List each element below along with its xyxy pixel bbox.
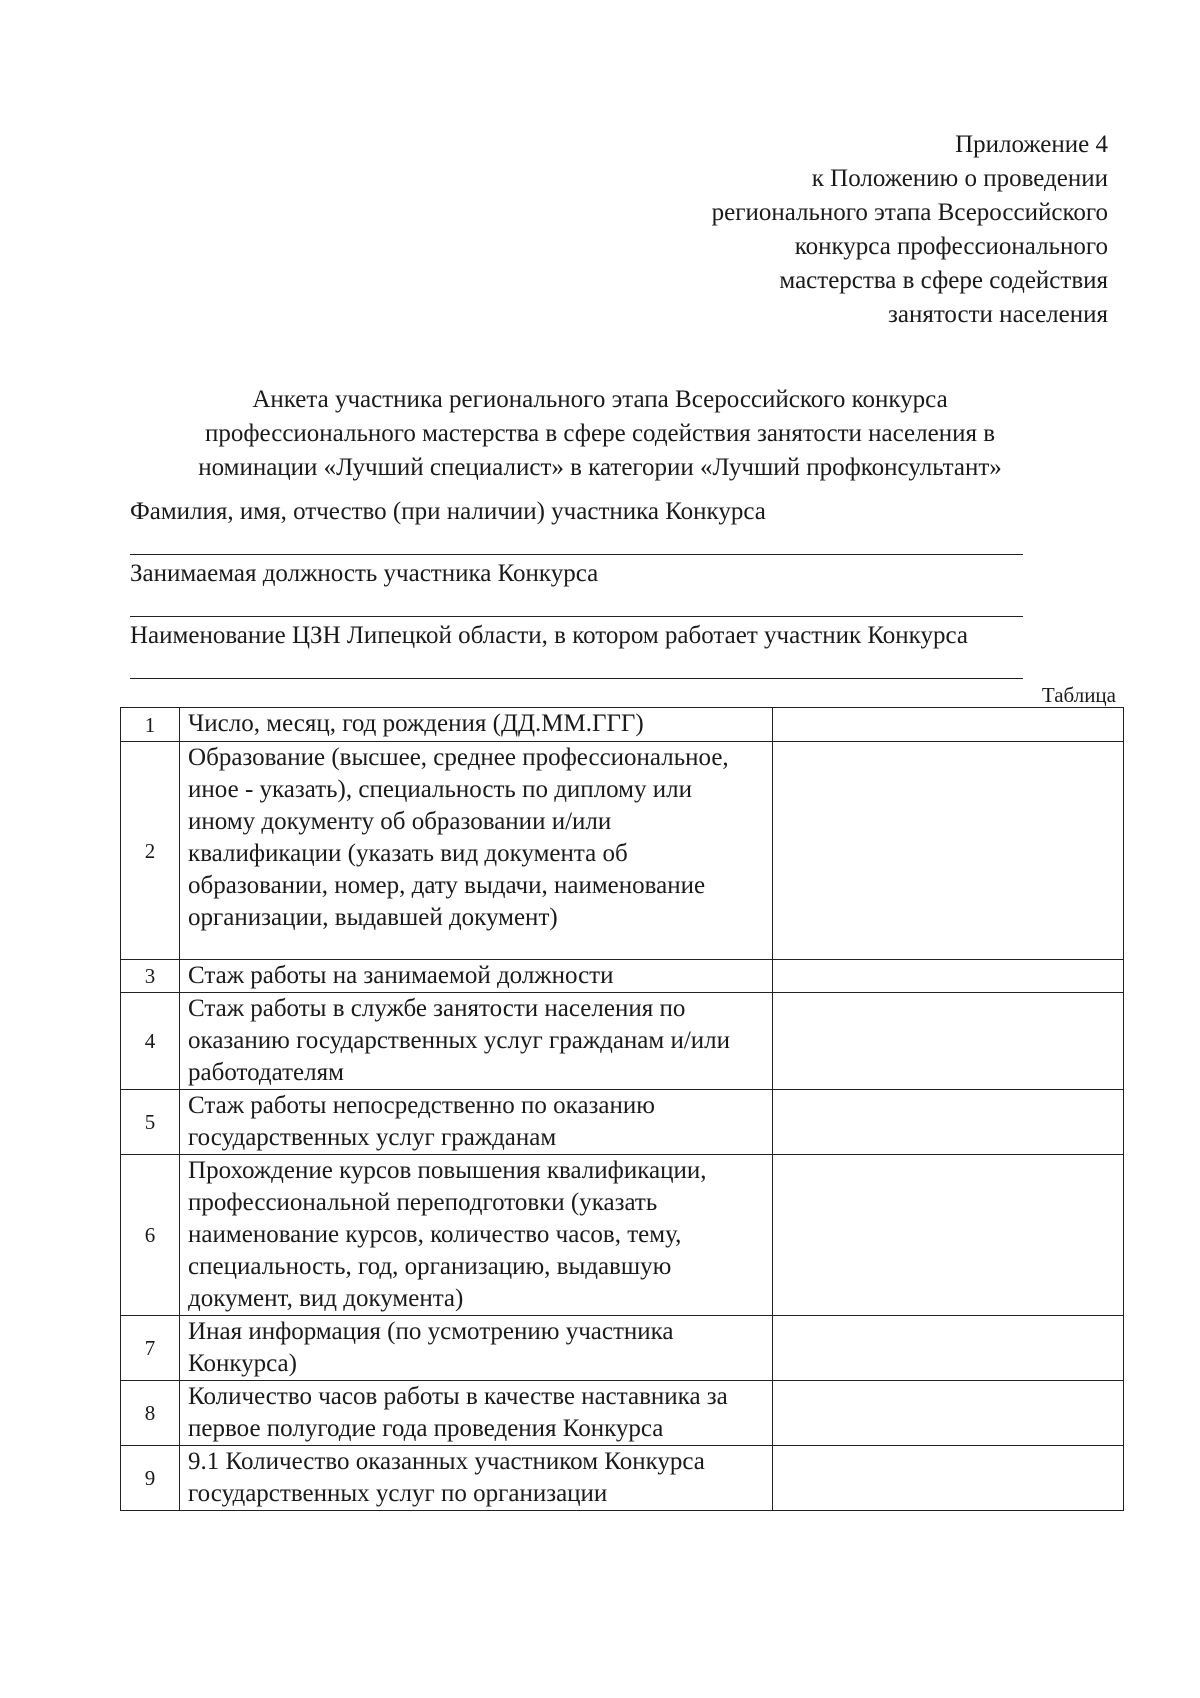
row-value-cell[interactable] bbox=[772, 1155, 1123, 1316]
row-number: 4 bbox=[121, 993, 180, 1090]
questionnaire-table bbox=[120, 707, 1124, 1511]
field-position bbox=[130, 558, 1030, 590]
table-row bbox=[121, 1316, 1124, 1381]
appendix-line: Приложение 4 bbox=[955, 131, 1108, 158]
row-value-cell[interactable] bbox=[772, 742, 1123, 960]
form-title bbox=[120, 383, 1080, 485]
row-description: Количество часов работы в качестве наставника за первое полугодие года проведения Конкурса bbox=[180, 1381, 773, 1446]
appendix-header bbox=[508, 128, 1108, 332]
row-number: 6 bbox=[121, 1155, 180, 1316]
title-line: профессионального мастерства в сфере содействия занятости населения в bbox=[204, 420, 996, 447]
row-number: 7 bbox=[121, 1316, 180, 1381]
table-row bbox=[121, 1446, 1124, 1511]
row-description: Число, месяц, год рождения (ДД.ММ.ГГГ) bbox=[180, 708, 773, 742]
row-value-cell[interactable] bbox=[772, 1446, 1123, 1511]
row-number: 1 bbox=[121, 708, 180, 742]
row-value-cell[interactable] bbox=[772, 708, 1123, 742]
row-value-cell[interactable] bbox=[772, 960, 1123, 993]
row-value-cell[interactable] bbox=[772, 1090, 1123, 1155]
appendix-line: занятости населения bbox=[887, 301, 1108, 328]
row-number: 3 bbox=[121, 960, 180, 993]
title-line: номинации «Лучший специалист» в категории «Лучший профконсультант» bbox=[198, 454, 1002, 481]
table-row bbox=[121, 993, 1124, 1090]
row-description: 9.1 Количество оказанных участником Конкурса государственных услуг по организации bbox=[180, 1446, 773, 1511]
table-row bbox=[121, 1090, 1124, 1155]
row-description: Образование (высшее, среднее профессиональное, иное - указать), специальность по диплому или иному документу об образовании и/или квалификации (указать вид документа об образовании, номер, дату выдачи, наименование организации, выдавшей документ) bbox=[180, 742, 773, 960]
row-number: 8 bbox=[121, 1381, 180, 1446]
row-number: 5 bbox=[121, 1090, 180, 1155]
table-row bbox=[121, 742, 1124, 960]
table-caption: Таблица bbox=[1041, 683, 1116, 707]
row-number: 9 bbox=[121, 1446, 180, 1511]
row-description: Стаж работы непосредственно по оказанию государственных услуг гражданам bbox=[180, 1090, 773, 1155]
table-row bbox=[121, 1155, 1124, 1316]
field-full-name-line[interactable] bbox=[130, 554, 1023, 555]
appendix-line: мастерства в сфере содействия bbox=[779, 267, 1108, 294]
appendix-line: к Положению о проведении bbox=[811, 165, 1108, 192]
field-organization-label: Наименование ЦЗН Липецкой области, в котором работает участник Конкурса bbox=[130, 622, 968, 649]
table-row bbox=[121, 960, 1124, 993]
row-description: Стаж работы на занимаемой должности bbox=[180, 960, 773, 993]
field-position-label: Занимаемая должность участника Конкурса bbox=[130, 560, 599, 587]
field-full-name-label: Фамилия, имя, отчество (при наличии) участника Конкурса bbox=[130, 498, 766, 525]
table-row bbox=[121, 1381, 1124, 1446]
row-description: Стаж работы в службе занятости населения по оказанию государственных услуг гражданам и/или работодателям bbox=[180, 993, 773, 1090]
row-value-cell[interactable] bbox=[772, 993, 1123, 1090]
appendix-line: регионального этапа Всероссийского bbox=[711, 199, 1108, 226]
row-value-cell[interactable] bbox=[772, 1381, 1123, 1446]
row-description: Прохождение курсов повышения квалификации, профессиональной переподготовки (указать наименование курсов, количество часов, тему, специальность, год, организацию, выдавшую документ, вид документа) bbox=[180, 1155, 773, 1316]
table-row bbox=[121, 708, 1124, 742]
field-position-line[interactable] bbox=[130, 616, 1023, 617]
field-organization-line[interactable] bbox=[130, 678, 1023, 679]
title-line: Анкета участника регионального этапа Всероссийского конкурса bbox=[252, 386, 948, 413]
appendix-line: конкурса профессионального bbox=[794, 233, 1108, 260]
field-full-name bbox=[130, 496, 1030, 528]
field-organization bbox=[130, 620, 1030, 652]
row-description: Иная информация (по усмотрению участника Конкурса) bbox=[180, 1316, 773, 1381]
row-number: 2 bbox=[121, 742, 180, 960]
row-value-cell[interactable] bbox=[772, 1316, 1123, 1381]
